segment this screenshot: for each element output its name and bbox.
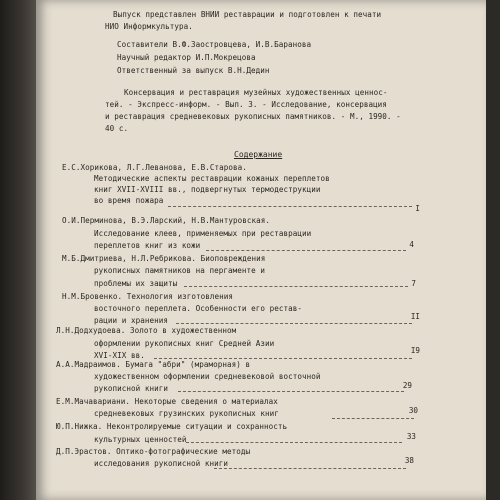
toc-leader xyxy=(206,250,406,251)
publisher-line: Выпуск представлен ВНИИ реставрации и подготовлен к печати xyxy=(113,10,382,19)
credit-compilers: Составители В.Ф.Заостровцева, И.В.Баранова xyxy=(117,40,312,49)
toc-page-number: 7 xyxy=(411,279,416,288)
publisher-line: НИО Информкультура. xyxy=(105,22,193,31)
bibliography-line: Консервация и реставрация музейных художественных ценнос- xyxy=(124,88,388,97)
toc-entry-line: Н.М.Бровенко. Технология изготовления xyxy=(62,292,234,301)
toc-entry-line: А.А.Мадраимов. Бумага "абри" (мраморная) в xyxy=(56,360,251,369)
toc-entry-line: XVI-XIX вв. xyxy=(94,351,145,360)
toc-entry-line: исследования рукописной книги xyxy=(94,459,229,468)
toc-page-number: I9 xyxy=(410,346,420,355)
toc-entry-line: Методические аспекты реставрации кожаных переплетов xyxy=(94,174,330,183)
toc-entry-line: переплетов книг из кожи xyxy=(94,241,201,250)
toc-leader xyxy=(332,418,414,419)
toc-page-number: 30 xyxy=(408,406,418,415)
toc-entry-line: художественном оформлении средневековой восточной xyxy=(94,372,321,381)
toc-page-number: I xyxy=(415,204,420,213)
toc-leader xyxy=(176,323,412,324)
toc-leader xyxy=(168,206,412,207)
toc-entry-line: Исследование клеев, применяемых при реставрации xyxy=(94,229,312,238)
toc-leader xyxy=(178,391,404,392)
toc-page-number: 4 xyxy=(409,240,414,249)
toc-leader xyxy=(214,468,406,469)
bibliography-line: тей. - Экспресс-информ. - Вып. 3. - Исследование, консервация xyxy=(105,100,387,109)
credit-editor: Научный редактор И.П.Мокрецова xyxy=(117,53,256,62)
toc-entry-line: Ю.П.Нижка. Неконтролируемые ситуации и сохранность xyxy=(56,422,288,431)
toc-entry-line: Л.Н.Додхудоева. Золото в художественном xyxy=(56,326,237,335)
toc-entry-line: М.Б.Дмитриева, Н.Л.Ребрикова. Биоповреждения xyxy=(62,254,266,263)
toc-entry-line: рукописной книги xyxy=(94,384,168,393)
toc-leader xyxy=(184,286,408,287)
toc-entry-line: Е.С.Хорикова, Л.Г.Леванова, Е.В.Старова. xyxy=(62,163,247,172)
toc-page-number: 33 xyxy=(406,432,416,441)
toc-entry-line: культурных ценностей xyxy=(94,435,187,444)
toc-entry-line: книг ХVII-XVIII вв., подвергнутых термодеструкции xyxy=(94,185,321,194)
toc-entry-line: рукописных памятников на пергаменте и xyxy=(94,266,266,275)
toc-leader xyxy=(186,442,402,443)
toc-entry-line: О.И.Перминова, В.Э.Ларский, Н.В.Мантуровская. xyxy=(62,216,270,225)
contents-title: Содержание xyxy=(234,150,283,159)
toc-entry-line: Е.М.Мачавариани. Некоторые сведения о материалах xyxy=(56,397,278,406)
toc-entry-line: оформлении рукописных книг Средней Азии xyxy=(94,339,275,348)
toc-page-number: II xyxy=(410,312,420,321)
toc-entry-line: восточного переплета. Особенности его рестав- xyxy=(94,304,302,313)
toc-page-number: 38 xyxy=(404,456,414,465)
toc-entry-line: проблемы их защиты xyxy=(94,279,178,288)
credit-responsible: Ответственный за выпуск В.Н.Дедин xyxy=(117,66,270,75)
toc-entry-line: средневековых грузинских рукописных книг xyxy=(94,409,279,418)
document-page xyxy=(36,0,486,500)
bibliography-line: и реставрация средневековых рукописных памятников. - М., 1990. - xyxy=(105,112,401,121)
toc-leader xyxy=(154,358,412,359)
toc-entry-line: рации и хранения xyxy=(94,316,168,325)
toc-page-number: 29 xyxy=(402,381,412,390)
bibliography-line: 40 с. xyxy=(105,124,129,133)
book-binding-edge xyxy=(0,0,38,500)
toc-entry-line: во время пожара xyxy=(94,196,164,205)
toc-entry-line: Д.П.Эрастов. Оптико-фотографические методы xyxy=(56,447,251,456)
